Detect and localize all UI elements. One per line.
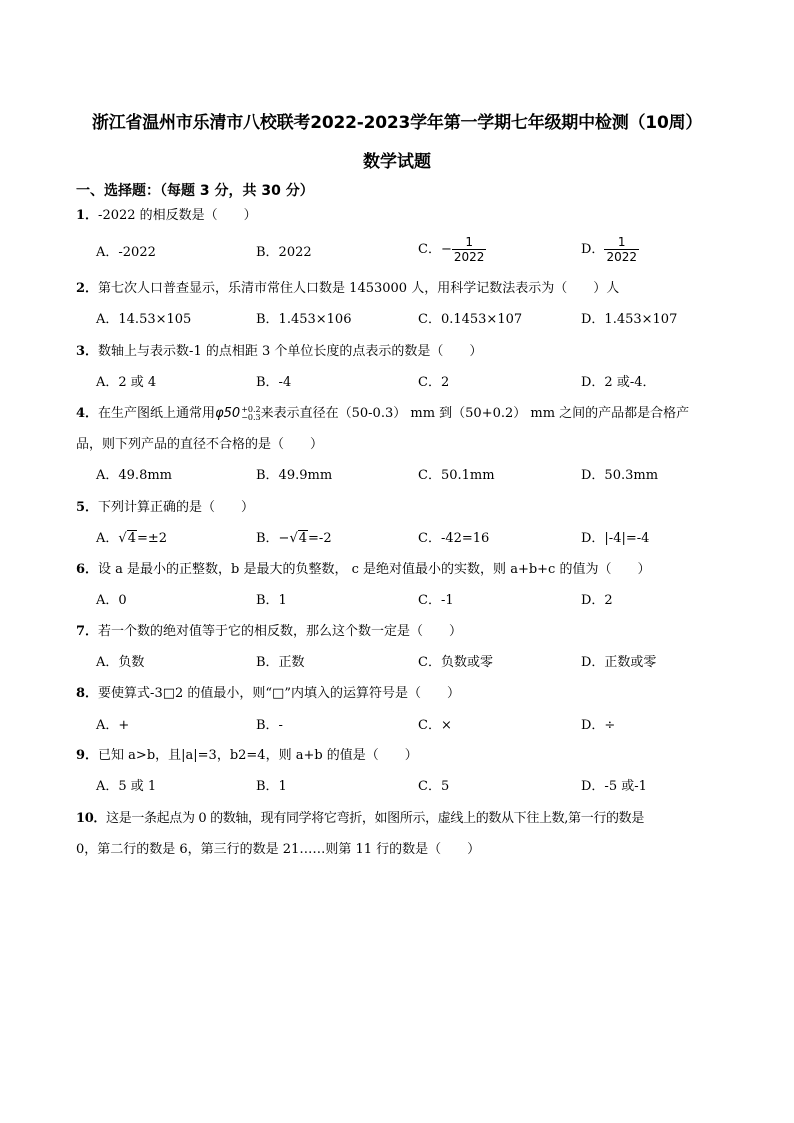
question-3: 3．数轴上与表示数-1 的点相距 3 个单位长度的点表示的数是（ ） [76, 344, 483, 359]
option-b: B．- [256, 718, 283, 733]
phi-symbol: φ50 [215, 406, 241, 421]
question-6: 6．设 a 是最小的正整数，b 是最大的负整数， c 是绝对值最小的实数，则 a+b+c 的值为（ ） [76, 562, 651, 577]
question-text: 设 a 是最小的正整数，b 是最大的负整数， c 是绝对值最小的实数，则 a+b+c 的值为（ ） [98, 562, 651, 577]
question-3-options [96, 371, 740, 395]
option-c: C．-1 [418, 593, 454, 608]
option-a: A．49.8mm [96, 468, 172, 483]
question-7: 7．若一个数的绝对值等于它的相反数，那么这个数一定是（ ） [76, 624, 463, 639]
option-d: D．正数或零 [581, 655, 657, 670]
question-text: 若一个数的绝对值等于它的相反数，那么这个数一定是（ ） [98, 624, 463, 639]
question-text: 第七次人口普查显示，乐清市常住人口数是 1453000 人，用科学记数法表示为（ ）人 [98, 281, 620, 296]
option-d: D．50.3mm [581, 468, 659, 483]
question-text: 数轴上与表示数-1 的点相距 3 个单位长度的点表示的数是（ ） [98, 344, 483, 359]
question-text: 已知 a>b，且|a|=3，b2=4，则 a+b 的值是（ ） [98, 748, 418, 763]
fraction: $\frac{1}{2022}$ [606, 235, 637, 264]
option-b: B．2022 [256, 245, 312, 260]
option-a: A．-2022 [96, 245, 156, 260]
option-d: D．2 [581, 593, 613, 608]
option-b: B．1 [256, 593, 287, 608]
question-4: 4．在生产图纸上通常用φ50 +0.2 −0.3 来表示直径在（50-0.3） mm 到（50+0.2） mm 之间的产品都是合格产 [76, 404, 690, 422]
question-2: 2．第七次人口普查显示，乐清市常住人口数是 1453000 人，用科学记数法表示为（ ）人 [76, 281, 620, 296]
question-6-options [96, 589, 740, 613]
minus-sign: − [440, 242, 452, 257]
question-text: -2022 的相反数是（ ） [98, 208, 257, 223]
option-b: B．正数 [256, 655, 305, 670]
option-a: A．14.53×105 [96, 312, 192, 327]
option-c: C．5 [418, 779, 450, 794]
question-8: 8．要使算式-3□2 的值最小，则“□”内填入的运算符号是（ ） [76, 686, 460, 701]
fraction: $\frac{1}{2022}$ [453, 235, 485, 264]
option-a: A．5 或 1 [96, 779, 157, 794]
option-b: B．49.9mm [256, 468, 333, 483]
question-9-options [96, 775, 740, 799]
option-a: A．2 或 4 [96, 375, 157, 390]
question-text: 要使算式-3□2 的值最小，则“□”内填入的运算符号是（ ） [98, 686, 460, 701]
option-d: D．÷ [581, 718, 616, 733]
option-c: C．负数或零 [418, 655, 493, 670]
option-d: D．-5 或-1 [581, 779, 647, 794]
option-b: B．1.453×106 [256, 312, 352, 327]
question-4-options [96, 464, 740, 488]
question-7-options [96, 651, 740, 675]
option-c: C．0.1453×107 [418, 312, 523, 327]
option-b: B．−√4=-2 [256, 531, 332, 546]
question-10-line2: 0，第二行的数是 6，第三行的数是 21……则第 11 行的数是（ ） [76, 842, 481, 857]
question-1-options [96, 235, 740, 265]
exam-subtitle: 数学试题 [363, 152, 431, 172]
tolerance: +0.2 −0.3 [241, 404, 261, 422]
question-5-options [96, 527, 740, 551]
option-c: C．50.1mm [418, 468, 495, 483]
option-a: A．负数 [96, 655, 145, 670]
question-5: 5．下列计算正确的是（ ） [76, 500, 255, 515]
option-d: D． $\frac{1}{2022}$ [581, 235, 637, 264]
question-text: 这是一条起点为 0 的数轴，现有同学将它弯折，如图所示，虚线上的数从下往上数,第一行的数是 [106, 811, 644, 826]
option-c: C．− $\frac{1}{2022}$ [418, 235, 485, 264]
option-d: D．|-4|=-4 [581, 531, 650, 546]
option-c: C．-42=16 [418, 531, 490, 546]
option-c: C．2 [418, 375, 450, 390]
question-4-line2: 品，则下列产品的直径不合格的是（ ） [76, 437, 324, 452]
question-10: 10．这是一条起点为 0 的数轴，现有同学将它弯折，如图所示，虚线上的数从下往上数,第一行的数是 [76, 811, 644, 826]
question-1 [76, 200, 740, 231]
question-2-options [96, 308, 740, 332]
question-text: 下列计算正确的是（ ） [98, 500, 255, 515]
option-a: A．0 [96, 593, 127, 608]
section-heading: 一、选择题：（每题 3 分，共 30 分） [76, 183, 314, 199]
question-8-options [96, 714, 740, 738]
option-a: A．√4=±2 [96, 531, 168, 546]
exam-title: 浙江省温州市乐清市八校联考2022-2023学年第一学期七年级期中检测（10周） [91, 113, 703, 133]
option-b: B．-4 [256, 375, 292, 390]
option-d: D．1.453×107 [581, 312, 678, 327]
option-b: B．1 [256, 779, 287, 794]
option-a: A．+ [96, 718, 130, 733]
option-d: D．2 或-4． [581, 375, 656, 390]
question-9: 9．已知 a>b，且|a|=3，b2=4，则 a+b 的值是（ ） [76, 748, 418, 763]
question-number: 1． [76, 208, 99, 223]
option-c: C．× [418, 718, 452, 733]
